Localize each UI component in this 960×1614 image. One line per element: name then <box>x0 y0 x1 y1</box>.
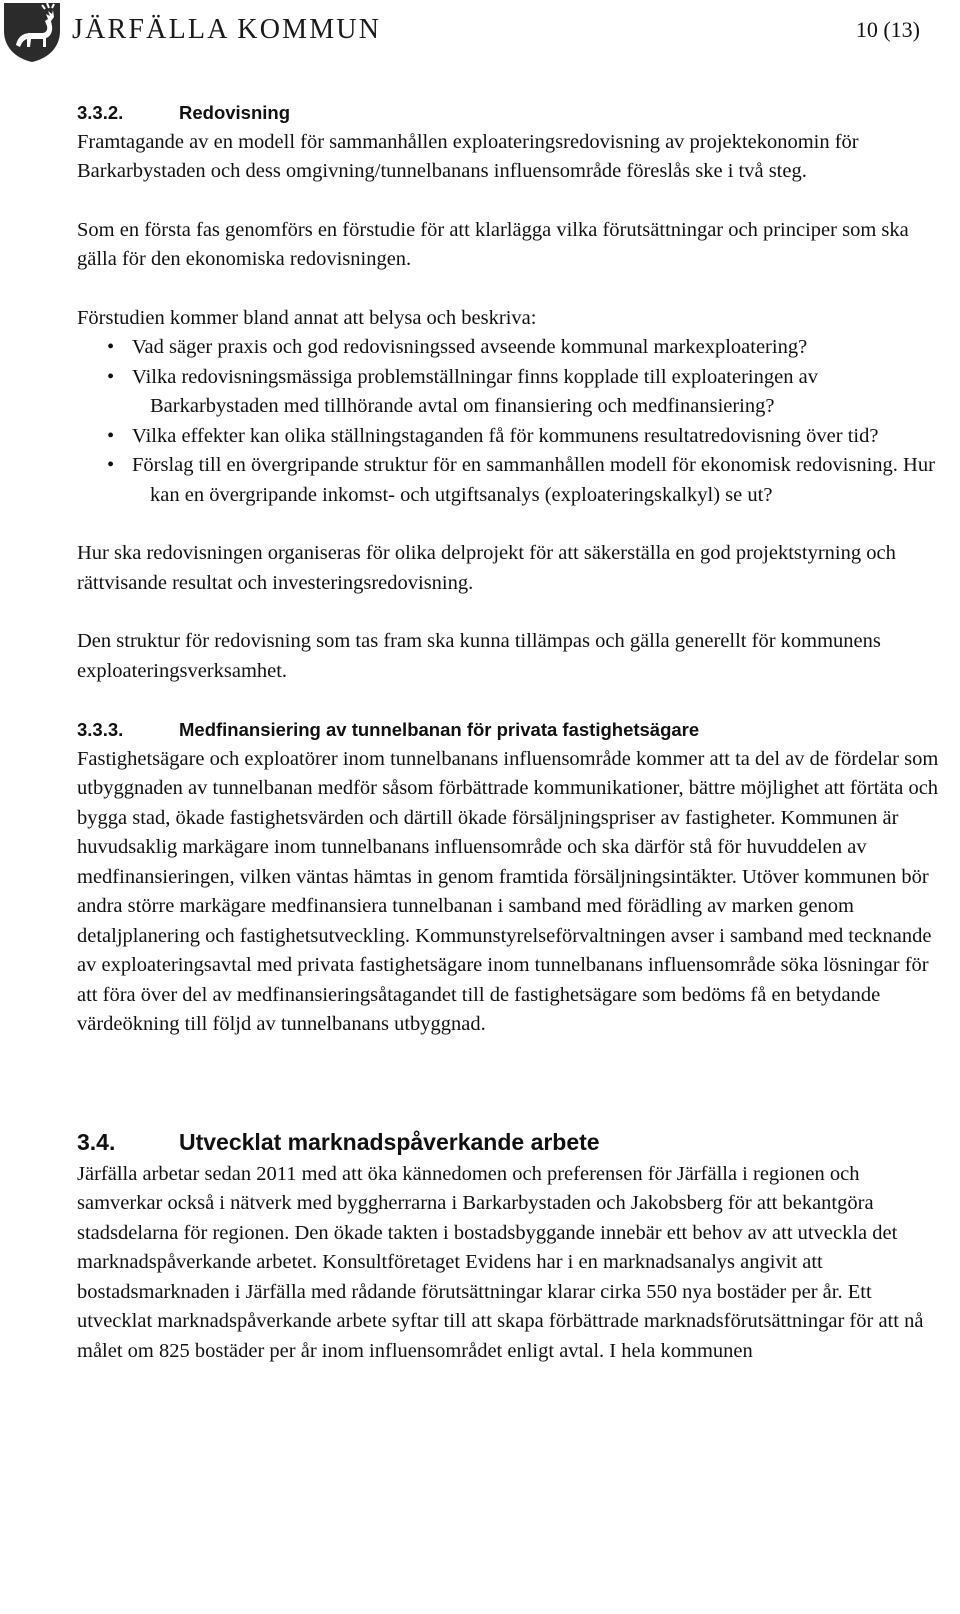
page-number: 10 (13) <box>855 17 920 42</box>
section-number: 3.3.3. <box>77 719 124 740</box>
paragraph: Hur ska redovisningen organiseras för olika delprojekt för att säkerställa en god projektstyrning och rättvisande resultat och investeringsredovisning. <box>77 542 896 594</box>
paragraph: Som en första fas genomförs en förstudie för att klarlägga vilka förutsättningar och principer som ska gälla för den ekonomiska redovisningen. <box>77 218 909 270</box>
list-item-text: Vad säger praxis och god redovisningssed avseende kommunal markexploatering? <box>132 336 808 358</box>
section-title: Utvecklat marknadspåverkande arbete <box>179 1128 600 1155</box>
list-item-text: Vilka redovisningsmässiga problemställningar finns kopplade till exploateringen av Barkarbystaden med tillhörande avtal om finansiering och medfinansiering? <box>132 365 818 417</box>
bullet-list <box>77 333 940 510</box>
bullet-icon: • <box>107 365 115 388</box>
list-item <box>77 363 940 422</box>
paragraph: Den struktur för redovisning som tas fram ska kunna tillämpas och gälla generellt för kommunens exploateringsverksamhet. <box>77 630 881 682</box>
section-title: Medfinansiering av tunnelbanan för privata fastighetsägare <box>179 719 700 740</box>
paragraph: Järfälla arbetar sedan 2011 med att öka kännedomen och preferensen för Järfälla i regionen och samverkar också i nätverk med byggherrarna i Barkarbystaden och Jakobsberg för att bekantgöra stadsdelarna för regionen. Den ökade takten i bostadsbyggande innebär ett behov av att utveckla det marknadspåverkande arbetet. Konsultföretaget Evidens har i en marknadsanalys angivit att bostadsmarknaden i Järfälla med rådande förutsättningar klarar cirka 550 nya bostäder per år. Ett utvecklat marknadspåverkande arbete syftar till att skapa förbättrade marknadsförutsättningar för att nå målet om 825 bostäder per år inom influensområdet enligt avtal. I hela kommunen <box>77 1162 924 1362</box>
paragraph: Framtagande av en modell för sammanhållen exploateringsredovisning av projektekonomin för Barkarbystaden och dess omgivning/tunnelbanans influensområde föreslås ske i två steg. <box>77 130 859 182</box>
bullet-icon: • <box>107 336 115 358</box>
list-item <box>77 451 940 510</box>
list-item-text: Förslag till en övergripande struktur för en sammanhållen modell för ekonomisk redovisning. Hur kan en övergripande inkomst- och utgiftsanalys (exploateringskalkyl) se ut? <box>132 454 935 506</box>
section-heading-medfinansiering <box>77 715 940 745</box>
section-heading-marknad <box>77 1126 940 1158</box>
bullet-icon: • <box>107 424 115 447</box>
page-header <box>0 0 960 70</box>
section-number: 3.4. <box>77 1128 116 1155</box>
municipal-crest-icon <box>2 1 62 63</box>
list-item <box>77 422 940 452</box>
list-item-text: Vilka effekter kan olika ställningstaganden få för kommunens resultatredovisning över tid? <box>132 424 879 447</box>
list-item <box>77 333 940 363</box>
paragraph: Förstudien kommer bland annat att belysa och beskriva: <box>77 306 537 329</box>
paragraph: Fastighetsägare och exploatörer inom tunnelbanans influensområde kommer att ta del av de fördelar som utbyggnaden av tunnelbanan medför såsom förbättrade kommunikationer, bättre möjlighet att förtäta och bygga stad, ökade fastighetsvärden och därtill ökade försäljningspriser av fastigheter. Kommunen är huvudsaklig markägare inom tunnelbanans influensområde och ska därför stå för huvuddelen av medfinansieringen, vilken väntas hämtas in genom framtida försäljningsintäkter. Utöver kommunen bör andra större markägare medfinansiera tunnelbanan i samband med förädling av marken genom detaljplanering och fastighetsutveckling. Kommunstyrelseförvaltningen avser i samband med tecknande av exploateringsavtal med privata fastighetsägare inom tunnelbanans influensområde söka lösningar för att föra över del av medfinansieringsåtagandet till de fastighetsägare som bedöms få en betydande värdeökning till följd av tunnelbanans utbyggnad. <box>77 747 939 1035</box>
section-number: 3.3.2. <box>77 102 124 123</box>
section-title: Redovisning <box>179 102 291 123</box>
section-heading-redovisning <box>77 98 940 128</box>
bullet-icon: • <box>107 454 115 476</box>
document-body <box>77 98 940 1366</box>
logo-text: JÄRFÄLLA KOMMUN <box>72 14 382 45</box>
